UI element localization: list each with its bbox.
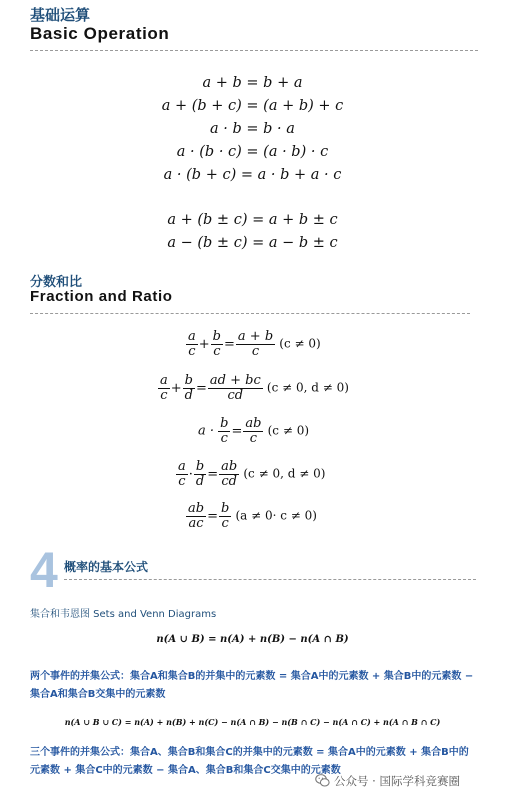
equation: a · b = b · a [210,121,295,137]
fraction: $\frac{a + b}{c}$ [237,329,274,359]
wechat-icon [315,773,330,788]
description-two-sets: 两个事件的并集公式：集合A和集合B的并集中的元素数 = 集合A中的元素数 + 集合B中的元素数 − 集合A和集合B交集中的元素数 [30,671,474,700]
formula-two-sets: n(A ∪ B) = n(A) + n(B) − n(A ∩ B) [156,634,349,645]
watermark [315,773,460,789]
section-divider [64,579,476,580]
fraction-equation: $\frac{a}{c}$ · $\frac{b}{d}$ = $\frac{ab}{cd}$ (c ≠ 0, d ≠ 0) [178,459,326,489]
fraction: $\frac{a}{c}$ [160,373,168,403]
condition: (c ≠ 0, d ≠ 0) [243,466,326,481]
sub-title: 集合和韦恩图 Sets and Venn Diagrams [30,609,217,620]
fraction: $\frac{a}{c}$ [178,459,186,489]
section-divider [30,50,478,51]
fraction: $\frac{ad + bc}{cd}$ [209,373,261,403]
condition: (a ≠ 0· c ≠ 0) [235,508,317,523]
fraction: $\frac{b}{c}$ [220,416,229,446]
section-title-en: Basic Operation [30,24,170,43]
section-title-cn: 基础运算 [30,6,91,24]
section-title-en: Fraction and Ratio [30,288,173,305]
fraction: $\frac{ab}{ac}$ [188,501,205,531]
condition: (c ≠ 0, d ≠ 0) [266,380,349,395]
fraction: $\frac{b}{c}$ [212,329,221,359]
equation: a + b = b + a [202,75,303,91]
equation: a + (b + c) = (a + b) + c [161,98,344,114]
fraction: $\frac{b}{c}$ [220,501,230,531]
condition: (c ≠ 0) [267,423,310,438]
fraction: $\frac{a}{c}$ [188,329,196,359]
fraction-equation: $\frac{ab}{ac}$ = $\frac{b}{c}$ (a ≠ 0· c ≠ 0) [188,501,317,531]
equation: a + (b ± c) = a + b ± c [167,212,338,228]
fraction-equation: $\frac{a}{c}$ + $\frac{b}{d}$ = $\frac{ad + bc}{cd}$ (c ≠ 0, d ≠ 0) [160,373,349,403]
fraction: $\frac{ab}{c}$ [245,416,262,446]
equation: a · (b · c) = (a · b) · c [176,144,329,160]
section-title-cn: 分数和比 [30,275,83,290]
fraction-equation: a · $\frac{b}{c}$ = $\frac{ab}{c}$ (c ≠ 0) [198,416,310,446]
section-divider [30,313,470,314]
fraction: $\frac{ab}{cd}$ [221,459,238,489]
equation: a · (b + c) = a · b + a · c [163,167,342,183]
watermark-text: 公众号 · 国际学科竞赛圈 [334,774,460,788]
section-title: 概率的基本公式 [64,560,149,574]
description-three-sets: 三个事件的并集公式：集合A、集合B和集合C的并集中的元素数 = 集合A中的元素数 + 集合B中的 元素数 + 集合C中的元素数 − 集合A、集合B和集合C交集中的元素数 [30,747,469,776]
equation: a − (b ± c) = a − b ± c [167,235,338,251]
condition: (c ≠ 0) [279,336,321,351]
fraction: $\frac{b}{d}$ [184,373,193,403]
fraction-equation: $\frac{a}{c}$ + $\frac{b}{c}$ = $\frac{a + b}{c}$ (c ≠ 0) [188,329,321,359]
formula-three-sets: n(A ∪ B ∪ C) = n(A) + n(B) + n(C) − n(A ∩ B) − n(B ∩ C) − n(A ∩ C) + n(A ∩ B ∩ C) [64,717,441,727]
section-number: 4 [30,542,58,598]
fraction: $\frac{b}{d}$ [195,459,205,489]
